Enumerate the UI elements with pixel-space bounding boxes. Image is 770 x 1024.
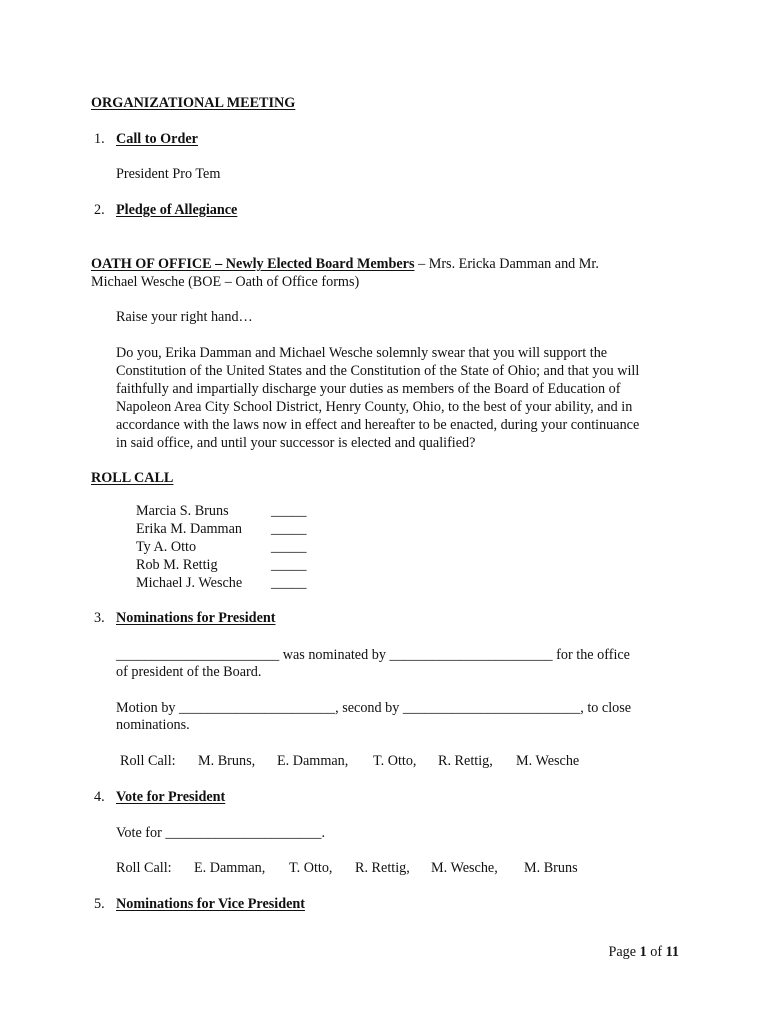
roll-call-member: Ty A. Otto: [136, 539, 197, 555]
roll-call-name: R. Rettig,: [355, 860, 410, 876]
roll-call-name: M. Wesche,: [431, 860, 498, 876]
roll-call-blank: _____: [271, 521, 307, 537]
roll-call-heading: ROLL CALL: [91, 470, 174, 486]
meeting-heading: ORGANIZATIONAL MEETING: [91, 95, 296, 111]
call-to-order-text: President Pro Tem: [116, 166, 221, 182]
roll-call-member: Rob M. Rettig: [136, 557, 218, 573]
motion-line: Motion by ______________________, second by _________________________, to close: [116, 700, 632, 716]
vote-for-line: Vote for ______________________.: [116, 825, 325, 841]
roll-call-name: T. Otto,: [289, 860, 333, 876]
oath-para-line: Constitution of the United States and the Constitution of the State of Ohio; and that you will: [116, 363, 640, 379]
roll-call-label: Roll Call:: [116, 860, 172, 876]
roll-call-member: Michael J. Wesche: [136, 575, 243, 591]
roll-call-name: E. Damman,: [277, 753, 349, 769]
item-number-3: 3.: [94, 610, 105, 626]
item-number-2: 2.: [94, 202, 105, 218]
oath-para-line: faithfully and impartially discharge your duties as members of the Board of Education of: [116, 381, 621, 397]
nomination-line: _______________________ was nominated by _______________________ for the office: [116, 647, 630, 663]
page-word: Page: [608, 944, 640, 960]
roll-call-name: M. Wesche: [516, 753, 580, 769]
roll-call-member: Marcia S. Bruns: [136, 503, 229, 519]
roll-call-name: R. Rettig,: [438, 753, 493, 769]
item-number-5: 5.: [94, 896, 105, 912]
motion-line: nominations.: [116, 717, 190, 733]
roll-call-name: M. Bruns: [524, 860, 578, 876]
roll-call-label: Roll Call:: [120, 753, 176, 769]
roll-call-name: E. Damman,: [194, 860, 266, 876]
oath-para-line: Napoleon Area City School District, Henry County, Ohio, to the best of your ability, and in: [116, 399, 633, 415]
page-footer: [608, 943, 679, 961]
oath-heading: OATH OF OFFICE – Newly Elected Board Members: [91, 256, 415, 272]
roll-call-name: M. Bruns,: [198, 753, 256, 769]
roll-call-blank: _____: [271, 539, 307, 555]
nomination-line: of president of the Board.: [116, 664, 262, 680]
oath-para-line: accordance with the laws now in effect and hereafter to be enacted, during your continuance: [116, 417, 640, 433]
oath-line-2: Michael Wesche (BOE – Oath of Office forms): [91, 274, 360, 290]
item-title-pledge: Pledge of Allegiance: [116, 202, 238, 218]
item-title-call-to-order: Call to Order: [116, 131, 198, 147]
roll-call-blank: _____: [271, 557, 307, 573]
roll-call-name: T. Otto,: [373, 753, 417, 769]
roll-call-member: Erika M. Damman: [136, 521, 242, 537]
roll-call-blank: _____: [271, 503, 307, 519]
page-number: 1: [639, 944, 647, 960]
oath-para-line: in said office, and until your successor is elected and qualified?: [116, 435, 476, 451]
oath-heading-rest: – Mrs. Ericka Damman and Mr.: [414, 256, 599, 272]
item-number-4: 4.: [94, 789, 105, 805]
of-word: of: [646, 944, 666, 960]
oath-para-line: Do you, Erika Damman and Michael Wesche solemnly swear that you will support the: [116, 345, 608, 361]
item-title-nominations-vice-president: Nominations for Vice President: [116, 896, 306, 912]
page-total: 11: [665, 944, 679, 960]
item-title-vote-president: Vote for President: [116, 789, 226, 805]
oath-raise-hand: Raise your right hand…: [116, 309, 253, 325]
item-title-nominations-president: Nominations for President: [116, 610, 276, 626]
roll-call-blank: _____: [271, 575, 307, 591]
oath-line-1: [91, 255, 599, 273]
item-number-1: 1.: [94, 131, 105, 147]
